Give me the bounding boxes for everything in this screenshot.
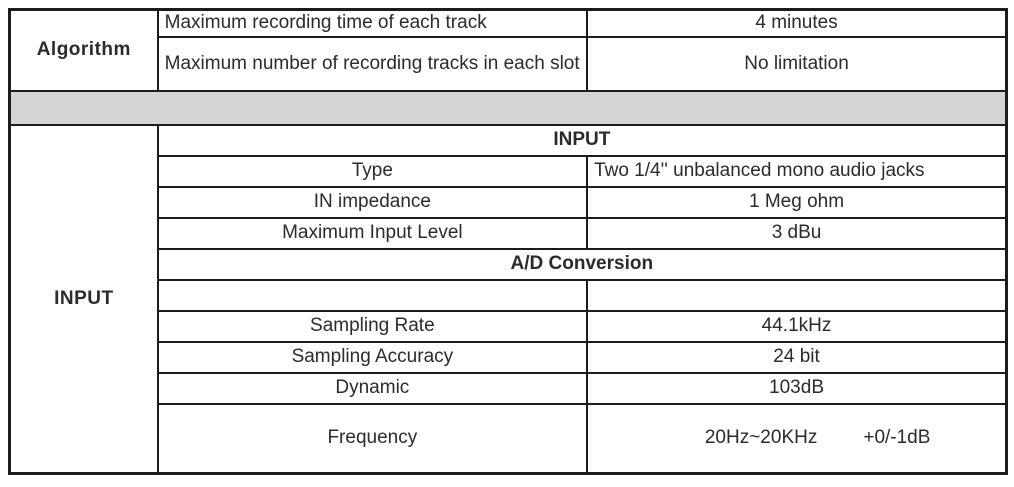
frequency-tolerance: +0/-1dB bbox=[863, 427, 931, 449]
table-row bbox=[10, 249, 1007, 280]
spec-value-sampling-rate: 44.1kHz bbox=[587, 311, 1006, 342]
spec-label-max-input-level: Maximum Input Level bbox=[158, 218, 587, 249]
spec-label-dynamic: Dynamic bbox=[158, 373, 587, 404]
separator-band bbox=[10, 91, 1007, 125]
table-row bbox=[10, 125, 1007, 156]
table-row bbox=[10, 37, 1007, 91]
spec-label-max-recording-time: Maximum recording time of each track bbox=[158, 10, 587, 37]
table-row bbox=[10, 156, 1007, 187]
spec-label-sampling-accuracy: Sampling Accuracy bbox=[158, 342, 587, 373]
frequency-range: 20Hz~20KHz bbox=[704, 427, 818, 449]
table-row bbox=[10, 187, 1007, 218]
spec-label-type: Type bbox=[158, 156, 587, 187]
table-row bbox=[10, 218, 1007, 249]
table-row bbox=[10, 404, 1007, 474]
spec-table bbox=[8, 8, 1008, 475]
algorithm-section-header: Algorithm bbox=[10, 10, 158, 91]
input-section-header: INPUT bbox=[10, 125, 158, 474]
spec-label-sampling-rate: Sampling Rate bbox=[158, 311, 587, 342]
spec-document-page bbox=[8, 8, 1008, 475]
ad-conversion-title: A/D Conversion bbox=[158, 249, 1007, 280]
input-group-title: INPUT bbox=[158, 125, 1007, 156]
spec-value-max-recording-tracks: No limitation bbox=[587, 37, 1006, 91]
spec-label-max-recording-tracks: Maximum number of recording tracks in each slot bbox=[158, 37, 587, 91]
table-row bbox=[10, 342, 1007, 373]
empty-cell bbox=[587, 280, 1006, 311]
spec-value-frequency bbox=[587, 404, 1006, 474]
spec-value-max-recording-time: 4 minutes bbox=[587, 10, 1006, 37]
spec-label-frequency: Frequency bbox=[158, 404, 587, 474]
table-row bbox=[10, 311, 1007, 342]
spec-value-type: Two 1/4'' unbalanced mono audio jacks bbox=[587, 156, 1006, 187]
spec-value-max-input-level: 3 dBu bbox=[587, 218, 1006, 249]
spec-label-in-impedance: IN impedance bbox=[158, 187, 587, 218]
table-row bbox=[10, 10, 1007, 37]
spec-value-sampling-accuracy: 24 bit bbox=[587, 342, 1006, 373]
table-row bbox=[10, 91, 1007, 125]
spec-value-dynamic: 103dB bbox=[587, 373, 1006, 404]
table-row bbox=[10, 373, 1007, 404]
table-row bbox=[10, 280, 1007, 311]
empty-cell bbox=[158, 280, 587, 311]
spec-value-in-impedance: 1 Meg ohm bbox=[587, 187, 1006, 218]
